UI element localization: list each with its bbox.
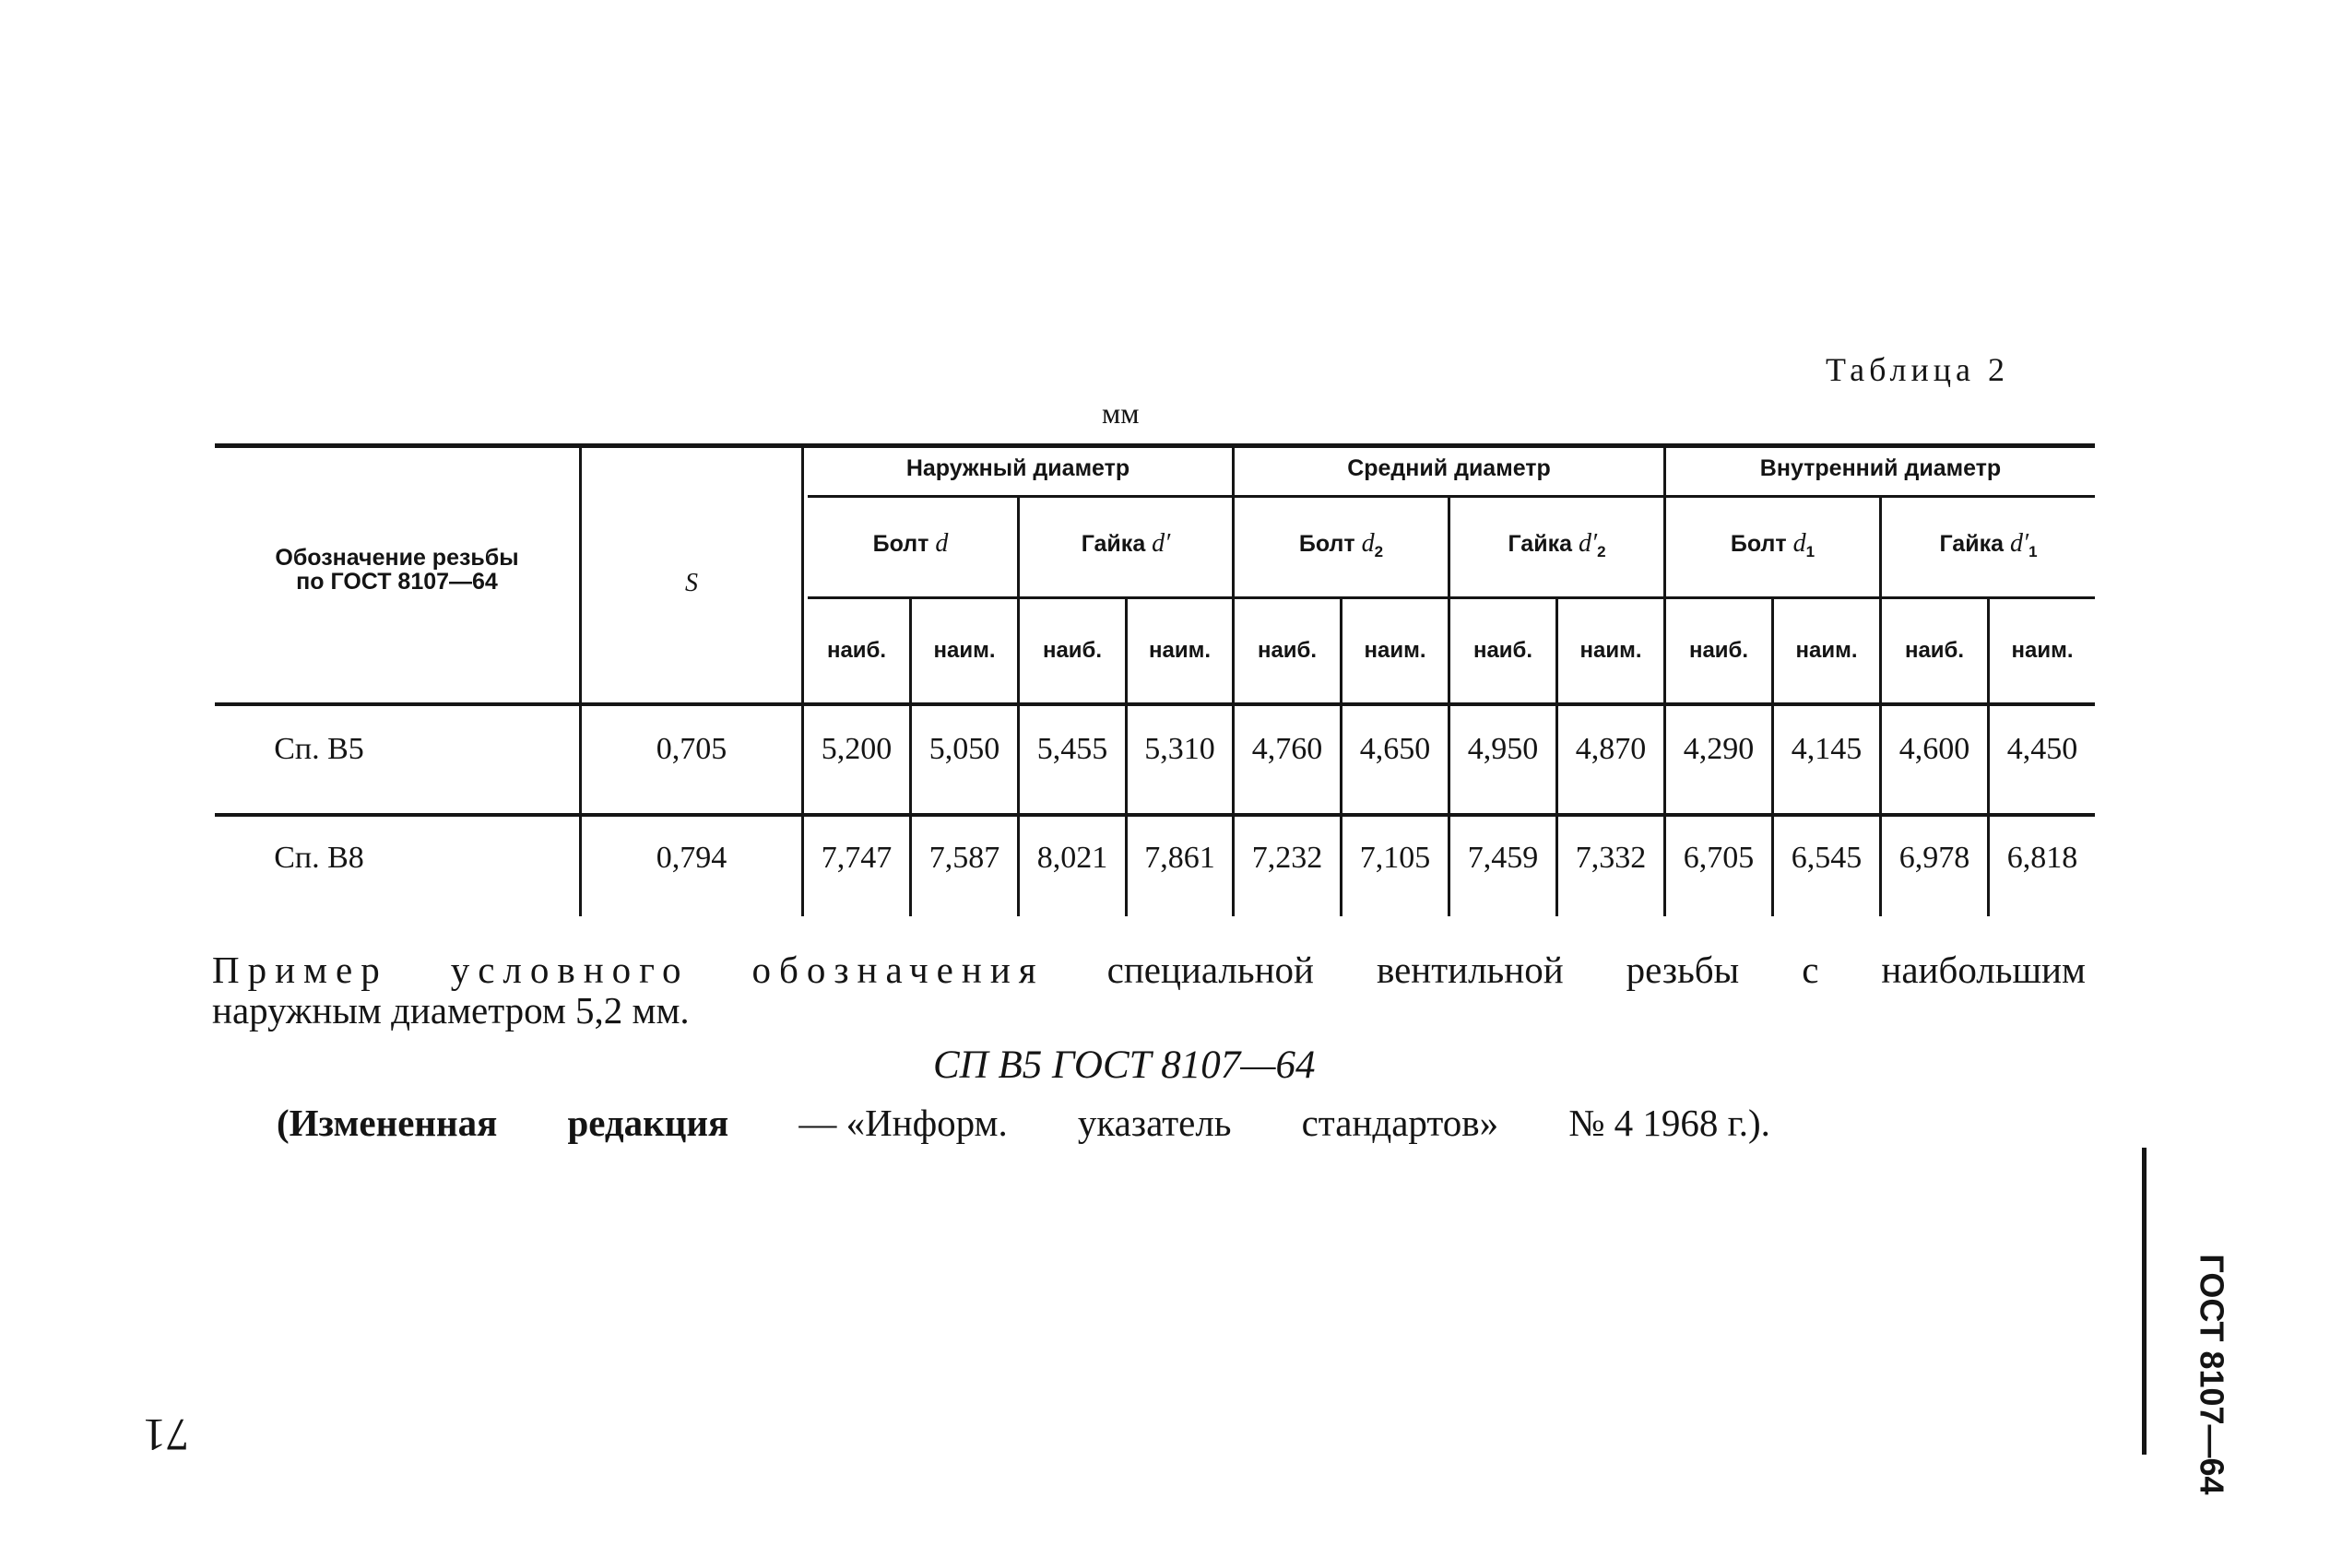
header-inner-diameter: Внутренний диаметр	[1759, 455, 2002, 481]
header-rule-level2	[808, 596, 2095, 599]
header-max: наиб.	[1257, 638, 1318, 663]
example-word: условного	[450, 949, 690, 991]
header-middle-diameter: Средний диаметр	[1347, 455, 1551, 481]
cell-thread-designation: Сп. В5	[274, 732, 364, 766]
cell-s: 0,705	[656, 732, 727, 766]
cell-value: 7,232	[1251, 841, 1323, 875]
header-min: наим.	[1579, 638, 1642, 663]
cell-value: 4,145	[1791, 732, 1863, 766]
example-word: наибольшим	[1881, 949, 2086, 991]
cell-value: 6,978	[1898, 841, 1970, 875]
table-caption: Таблица 2	[1826, 351, 2009, 388]
cell-value: 4,650	[1359, 732, 1431, 766]
side-stamp-line	[2142, 1148, 2147, 1455]
revision-part: стандартов»	[1301, 1102, 1499, 1144]
cell-value: 6,818	[2006, 841, 2078, 875]
header-thread-designation: Обозначение резьбы по ГОСТ 8107—64	[275, 545, 519, 595]
example-word: вентильной	[1376, 949, 1564, 991]
header-outer-diameter: Наружный диаметр	[905, 455, 1130, 481]
cell-s: 0,794	[656, 841, 727, 875]
header-max: наиб.	[1904, 638, 1965, 663]
cell-value: 5,050	[928, 732, 1000, 766]
cell-value: 7,747	[821, 841, 893, 875]
header-max: наиб.	[826, 638, 887, 663]
side-stamp: ГОСТ 8107—64	[2193, 1254, 2231, 1495]
cell-value: 6,545	[1791, 841, 1863, 875]
cell-value: 7,332	[1575, 841, 1647, 875]
header-min: наим.	[1148, 638, 1212, 663]
unit-label: мм	[1102, 396, 1140, 430]
header-rule-level1	[808, 495, 2095, 498]
cell-value: 8,021	[1036, 841, 1108, 875]
revision-part: редакция	[567, 1102, 729, 1144]
cell-value: 4,290	[1683, 732, 1755, 766]
cell-value: 6,705	[1683, 841, 1755, 875]
header-bottom-rule	[215, 702, 2095, 706]
header-bolt-d: Болт d	[872, 529, 949, 558]
example-line-1	[212, 948, 2086, 992]
header-max: наиб.	[1688, 638, 1749, 663]
header-min: наим.	[2011, 638, 2074, 663]
cell-value: 7,861	[1144, 841, 1215, 875]
header-bolt-d1: Болт $d_1$	[1730, 529, 1816, 560]
header-min: наим.	[1364, 638, 1426, 663]
cell-value: 5,310	[1144, 732, 1215, 766]
cell-value: 7,105	[1359, 841, 1431, 875]
cell-value: 4,600	[1898, 732, 1970, 766]
header-min: наим.	[933, 638, 996, 663]
revision-part: — «Информ.	[798, 1102, 1008, 1144]
example-word: с	[1802, 949, 1819, 991]
cell-value: 5,455	[1036, 732, 1108, 766]
cell-value: 4,760	[1251, 732, 1323, 766]
header-max: наиб.	[1473, 638, 1533, 663]
revision-part: № 4 1968 г.).	[1568, 1102, 1770, 1144]
example-word: резьбы	[1626, 949, 1740, 991]
page-number: 71	[143, 1409, 189, 1461]
cell-value: 4,450	[2006, 732, 2078, 766]
header-min: наим.	[1795, 638, 1858, 663]
row-divider-rule	[215, 813, 2095, 817]
cell-value: 4,950	[1467, 732, 1539, 766]
header-nut-d: Гайка d′	[1081, 529, 1171, 558]
cell-value: 5,200	[821, 732, 893, 766]
designation-example: СП В5 ГОСТ 8107—64	[933, 1043, 1316, 1087]
table-top-rule	[215, 443, 2095, 448]
header-max: наиб.	[1042, 638, 1103, 663]
cell-value: 7,587	[928, 841, 1000, 875]
example-line-2: наружным диаметром 5,2 мм.	[212, 989, 690, 1032]
revision-part: указатель	[1077, 1102, 1232, 1144]
revision-note	[277, 1101, 1770, 1145]
header-bolt-d2: Болт $d_2$	[1298, 529, 1384, 560]
header-nut-d1: Гайка $d'_1$	[1939, 529, 2038, 560]
cell-value: 4,870	[1575, 732, 1647, 766]
example-word: специальной	[1106, 949, 1314, 991]
cell-value: 7,459	[1467, 841, 1539, 875]
cell-thread-designation: Сп. В8	[274, 841, 364, 875]
example-word: Пример	[212, 949, 388, 991]
header-s: S	[685, 569, 698, 597]
example-word: обозначения	[751, 949, 1045, 991]
header-nut-d2: Гайка $d'_2$	[1508, 529, 1606, 560]
revision-part: (Измененная	[277, 1102, 498, 1144]
